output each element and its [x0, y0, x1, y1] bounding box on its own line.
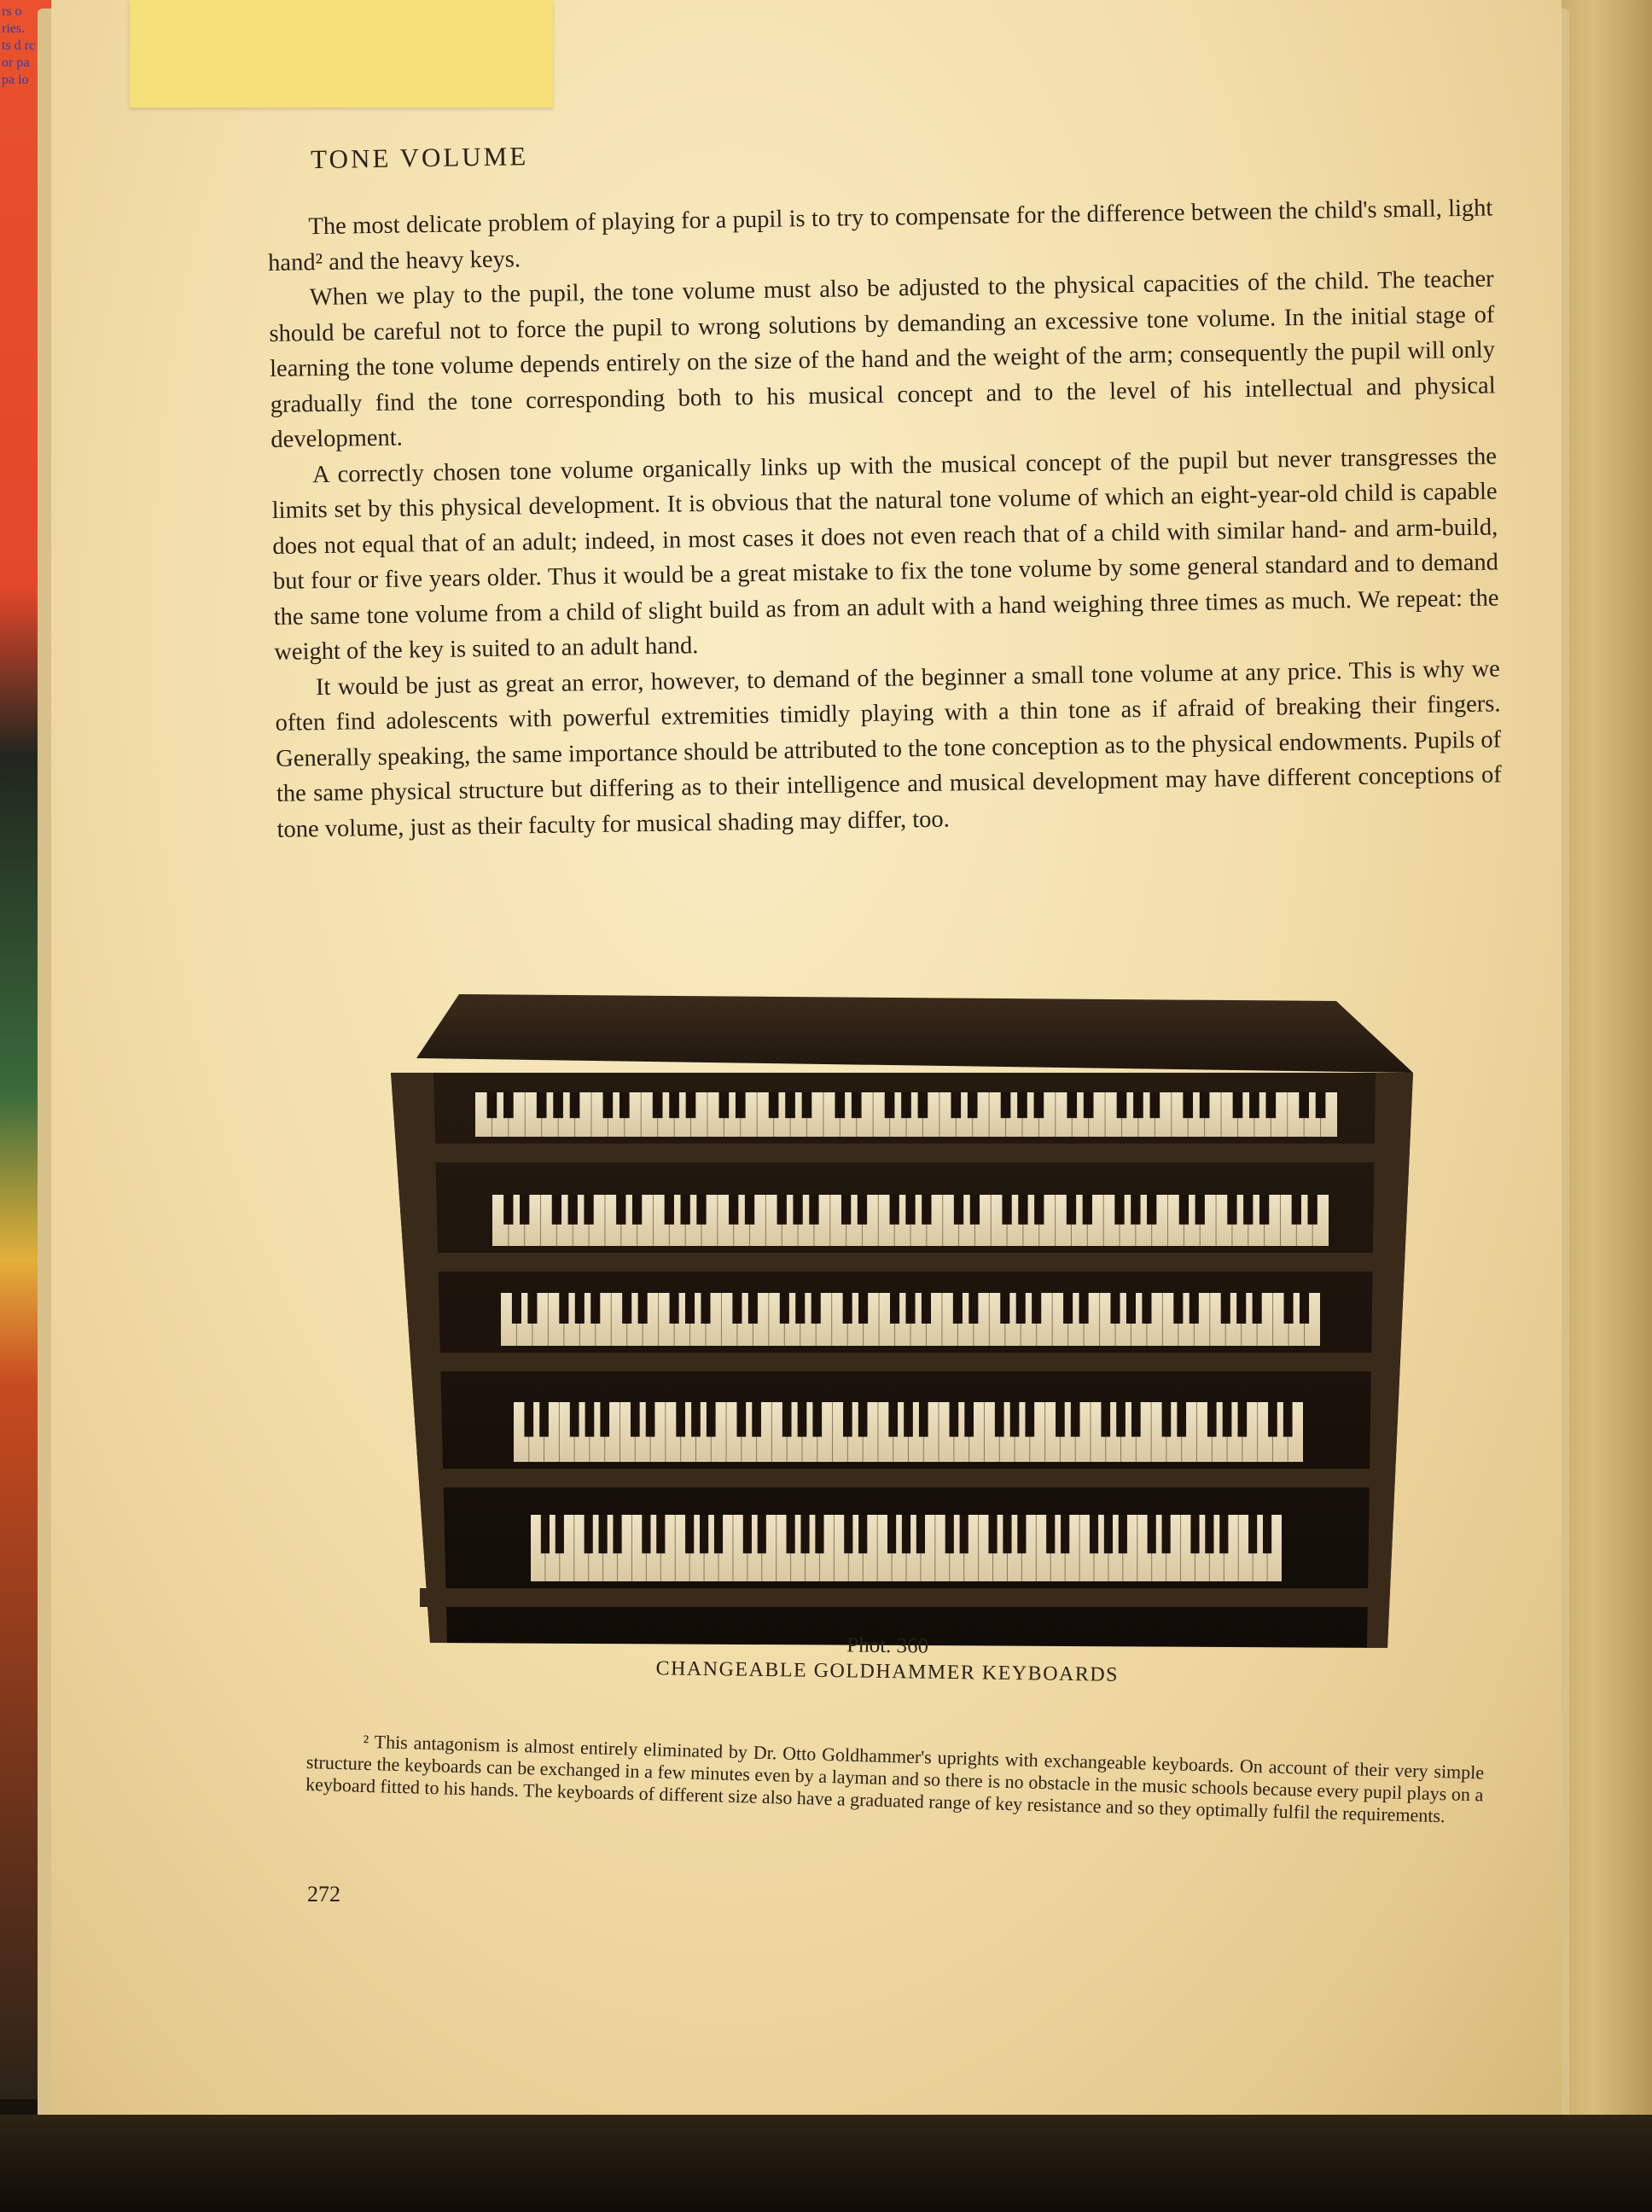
black-key: [1032, 1293, 1041, 1324]
black-key: [888, 1402, 898, 1437]
black-key: [960, 1515, 969, 1553]
black-key: [922, 1195, 931, 1225]
black-key: [553, 1092, 563, 1118]
black-key: [858, 1515, 867, 1553]
black-key: [1000, 1293, 1009, 1324]
black-key: [691, 1402, 701, 1437]
black-key: [969, 1293, 978, 1324]
black-key: [954, 1195, 963, 1225]
black-key: [1104, 1515, 1113, 1553]
black-key: [616, 1195, 625, 1225]
black-key: [745, 1195, 754, 1225]
black-key: [811, 1293, 821, 1324]
black-key: [1056, 1402, 1065, 1437]
black-key: [646, 1402, 655, 1437]
black-key: [1119, 1515, 1127, 1553]
black-key: [1183, 1092, 1193, 1118]
black-key: [1117, 1092, 1127, 1118]
black-key: [736, 1402, 746, 1437]
black-key: [858, 1402, 868, 1437]
black-key: [541, 1515, 550, 1553]
black-key: [603, 1092, 614, 1118]
black-key: [1142, 1293, 1151, 1324]
black-key: [787, 1515, 795, 1553]
black-key: [568, 1195, 578, 1225]
black-key: [732, 1293, 742, 1324]
black-key: [653, 1092, 663, 1118]
black-key: [758, 1515, 766, 1553]
black-key: [748, 1293, 758, 1324]
black-key: [1025, 1402, 1034, 1437]
black-key: [785, 1092, 795, 1118]
black-key: [1207, 1402, 1217, 1437]
black-key: [1263, 1515, 1271, 1553]
black-key: [1002, 1195, 1011, 1225]
black-key: [1131, 1402, 1141, 1437]
black-key: [1083, 1195, 1092, 1225]
black-key: [1300, 1293, 1309, 1324]
black-key: [951, 1092, 961, 1118]
black-key: [995, 1402, 1004, 1437]
shelf-rail: [420, 1253, 1384, 1272]
black-key: [1219, 1515, 1228, 1553]
black-key: [527, 1293, 537, 1324]
black-key: [1223, 1402, 1232, 1437]
black-key: [1243, 1195, 1253, 1225]
black-key: [1292, 1195, 1301, 1225]
black-key: [1248, 1515, 1257, 1553]
black-key: [503, 1195, 513, 1225]
black-key: [1195, 1195, 1205, 1225]
black-key: [570, 1402, 579, 1437]
black-key: [1110, 1293, 1120, 1324]
black-key: [585, 1402, 595, 1437]
black-key: [812, 1402, 822, 1437]
black-key: [632, 1195, 642, 1225]
black-key: [620, 1092, 630, 1118]
black-key: [918, 1092, 928, 1118]
black-key: [559, 1293, 568, 1324]
black-key: [1177, 1402, 1186, 1437]
black-key: [681, 1195, 690, 1225]
black-key: [736, 1092, 746, 1118]
black-key: [622, 1293, 631, 1324]
black-key: [1010, 1402, 1020, 1437]
black-key: [905, 1293, 915, 1324]
black-key: [919, 1402, 928, 1437]
black-key: [916, 1515, 925, 1553]
black-key: [685, 1293, 695, 1324]
black-key: [701, 1293, 710, 1324]
black-key: [1190, 1515, 1199, 1553]
black-key: [669, 1092, 679, 1118]
black-key: [841, 1195, 851, 1225]
black-key: [800, 1515, 809, 1553]
black-key: [1017, 1515, 1026, 1553]
black-key: [676, 1402, 685, 1437]
black-key: [700, 1515, 708, 1553]
black-key: [1253, 1293, 1262, 1324]
black-key: [1034, 1195, 1044, 1225]
photo-number: Phot. 360: [846, 1633, 929, 1658]
black-key: [1061, 1515, 1069, 1553]
black-key: [835, 1092, 845, 1118]
paragraph-3: A correctly chosen tone volume organically links up with the musical concept of the pupil but never transgresses the limits set by this physical development. It is obvious that the natural tone volume of which an eight-year-old child is capable does not equal that of an adult; indeed, in most cases it does not even reach that of a child with similar hand- and arm-build, but four or five years older. Thus it would be a great mistake to fix the tone volume by some general standard and to demand the same tone volume from a child of slight build as from an adult with a hand weighing three times as much. We repeat: the weight of the key is suited to an adult hand.: [271, 442, 1499, 666]
photo-title: CHANGEABLE GOLDHAMMER KEYBOARDS: [655, 1657, 1120, 1686]
black-key: [537, 1092, 547, 1118]
black-key: [487, 1092, 497, 1118]
black-key: [858, 1293, 868, 1324]
black-key: [885, 1092, 895, 1118]
black-key: [539, 1402, 549, 1437]
black-key: [1190, 1293, 1199, 1324]
black-key: [631, 1402, 640, 1437]
black-key: [752, 1402, 761, 1437]
black-key: [613, 1515, 621, 1553]
black-key: [809, 1195, 818, 1225]
black-key: [1316, 1092, 1326, 1118]
table-surface: [0, 2115, 1652, 2212]
black-key: [1071, 1402, 1080, 1437]
black-key: [1034, 1092, 1044, 1118]
black-key: [1299, 1092, 1309, 1118]
footnote-text: ² This antagonism is almost entirely eliminated by Dr. Otto Goldhammer's uprights with exchangeable keyboards. On account of their very simple structure the keyboards can be exchanged in a few minutes even by a layman and so there is no obstacle in the music schools because every pupil plays on a keyboard fitted to his hands. The keyboards of different size also have a graduated range of key resistance and so they optimally fulfil the requirements.: [305, 1730, 1485, 1827]
black-key: [670, 1293, 679, 1324]
black-key: [945, 1515, 954, 1553]
sticky-note: [130, 0, 553, 108]
black-key: [1079, 1293, 1089, 1324]
black-key: [1265, 1092, 1276, 1118]
shelf-rail: [420, 1588, 1384, 1607]
black-key: [1090, 1515, 1098, 1553]
black-key: [901, 1092, 911, 1118]
black-key: [600, 1402, 609, 1437]
black-key: [599, 1515, 608, 1553]
black-key: [904, 1402, 913, 1437]
paragraph-4: It would be just as great an error, however, to demand of the beginner a small tone volume at any price. This is why we often find adolescents with powerful extremities timidly playing with a thin tone as if afraid of breaking their fingers. Generally speaking, the same importance should be attributed to the tone conception as to the physical endowments. Pupils of the same physical structure but differing as to their intelligence and musical development may have different conceptions of tone volume, just as their faculty for musical shading may differ, too.: [275, 655, 1503, 843]
shelf-rail: [420, 1469, 1384, 1487]
black-key: [1017, 1092, 1027, 1118]
black-key: [802, 1092, 812, 1118]
black-key: [782, 1402, 792, 1437]
black-key: [1233, 1092, 1243, 1118]
black-key: [1084, 1092, 1094, 1118]
black-key: [696, 1195, 706, 1225]
black-key: [1268, 1402, 1277, 1437]
black-key: [953, 1293, 963, 1324]
section-heading: TONE VOLUME: [310, 141, 529, 175]
black-key: [1236, 1293, 1246, 1324]
book-page: [51, 0, 1562, 2115]
black-key: [1148, 1515, 1156, 1553]
black-key: [1173, 1293, 1183, 1324]
black-key: [1259, 1195, 1269, 1225]
black-key: [575, 1293, 585, 1324]
black-key: [524, 1402, 533, 1437]
black-key: [585, 1515, 593, 1553]
figure-caption: [563, 1629, 1213, 1690]
black-key: [964, 1402, 974, 1437]
black-key: [719, 1092, 730, 1118]
black-key: [988, 1515, 997, 1553]
black-key: [642, 1515, 650, 1553]
black-key: [1162, 1402, 1172, 1437]
black-key: [780, 1293, 789, 1324]
black-key: [556, 1515, 564, 1553]
black-key: [843, 1293, 852, 1324]
black-key: [858, 1195, 867, 1225]
keyboards-photo: [386, 994, 1422, 1650]
black-key: [1205, 1515, 1213, 1553]
black-key: [887, 1515, 896, 1553]
black-key: [905, 1195, 915, 1225]
black-key: [1284, 1293, 1294, 1324]
black-key: [729, 1195, 738, 1225]
black-key: [769, 1092, 779, 1118]
black-key: [950, 1402, 959, 1437]
black-key: [1179, 1195, 1189, 1225]
cabinet-top: [416, 994, 1413, 1073]
black-key: [890, 1195, 899, 1225]
black-key: [777, 1195, 787, 1225]
black-key: [970, 1195, 980, 1225]
black-key: [843, 1402, 852, 1437]
black-key: [520, 1195, 529, 1225]
black-key: [1133, 1092, 1143, 1118]
black-key: [552, 1195, 561, 1225]
black-key: [1162, 1515, 1171, 1553]
black-key: [1227, 1195, 1236, 1225]
black-key: [638, 1293, 648, 1324]
black-key: [1116, 1402, 1126, 1437]
black-key: [890, 1293, 899, 1324]
black-key: [1018, 1195, 1027, 1225]
black-key: [665, 1195, 674, 1225]
black-key: [686, 1092, 696, 1118]
black-key: [1238, 1402, 1248, 1437]
paragraph-1: The most delicate problem of playing for a pupil is to try to compensate for the difference between the child's small, light hand² and the heavy keys.: [267, 195, 1493, 276]
black-key: [685, 1515, 694, 1553]
black-key: [1131, 1195, 1140, 1225]
edge-text: rs o ries. ts d rc or pa pa io: [2, 4, 36, 87]
black-key: [512, 1293, 521, 1324]
black-key: [503, 1092, 514, 1118]
black-key: [1016, 1293, 1026, 1324]
black-key: [1150, 1092, 1160, 1118]
black-key: [656, 1515, 665, 1553]
black-key: [815, 1515, 823, 1553]
black-key: [1003, 1515, 1011, 1553]
black-key: [1308, 1195, 1318, 1225]
black-key: [707, 1402, 716, 1437]
black-key: [1063, 1293, 1073, 1324]
footnote: [305, 1729, 1485, 1829]
black-key: [1046, 1515, 1055, 1553]
black-key: [1114, 1195, 1124, 1225]
black-key: [570, 1092, 580, 1118]
black-key: [1249, 1092, 1259, 1118]
black-key: [1283, 1402, 1293, 1437]
paragraph-2: When we play to the pupil, the tone volume must also be adjusted to the physical capacities of the child. The teacher should be careful not to force the pupil to wrong solutions by demanding an excessive tone volume. In the initial stage of learning the tone volume depends entirely on the size of the hand and the weight of the arm; consequently the pupil will only gradually find the tone corresponding both to his musical concept and to the level of his intellectual and physical development.: [269, 265, 1496, 453]
black-key: [1221, 1293, 1230, 1324]
page-number: 272: [307, 1882, 340, 1906]
black-key: [714, 1515, 723, 1553]
black-key: [798, 1402, 807, 1437]
black-key: [1126, 1293, 1136, 1324]
black-key: [922, 1293, 931, 1324]
black-key: [968, 1092, 978, 1118]
black-key: [590, 1293, 600, 1324]
black-key: [1147, 1195, 1156, 1225]
black-key: [795, 1293, 805, 1324]
shelf-rail: [420, 1353, 1384, 1371]
black-key: [1001, 1092, 1011, 1118]
black-key: [1067, 1195, 1076, 1225]
black-key: [584, 1195, 593, 1225]
shelf-rail: [420, 1144, 1384, 1162]
black-key: [1200, 1092, 1210, 1118]
black-key: [793, 1195, 802, 1225]
black-key: [1101, 1402, 1110, 1437]
black-key: [844, 1515, 852, 1553]
black-key: [852, 1092, 862, 1118]
black-key: [902, 1515, 910, 1553]
main-text: [266, 125, 1503, 847]
black-key: [1067, 1092, 1077, 1118]
black-key: [743, 1515, 752, 1553]
